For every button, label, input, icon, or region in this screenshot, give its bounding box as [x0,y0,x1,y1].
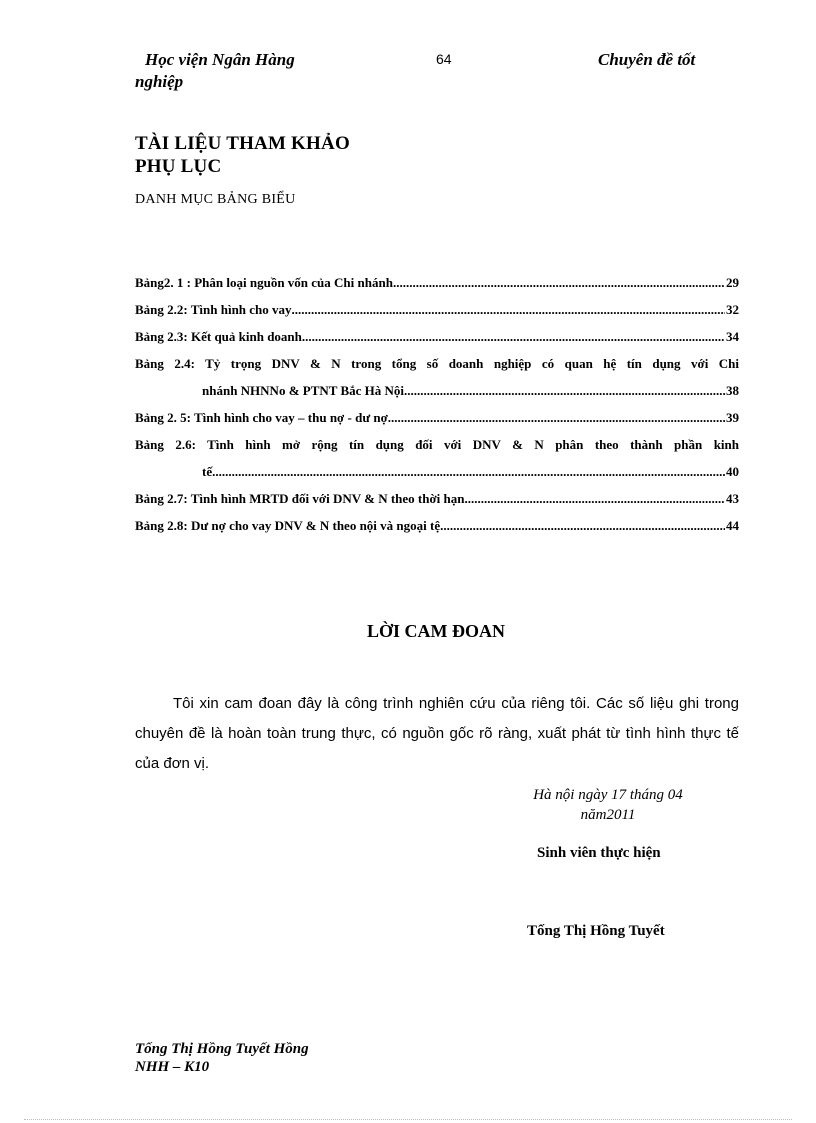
toc-entry-label: Bảng 2.7: Tình hình MRTD đối với DNV & N theo thời hạn. [135,491,468,506]
toc-entry-label: Bảng 2.8: Dư nợ cho vay DNV & N theo nội và ngoại tệ. [135,518,444,533]
toc-entry-label: Bảng2. 1 : Phân loại nguồn vốn của Chi nhánh [135,275,393,290]
toc-entry-page: 44 [726,518,739,533]
page-number: 64 [436,51,452,67]
toc-entry-page: 34 [726,329,739,344]
page-bottom-divider [24,1119,792,1120]
header-report-type: Chuyên đề tốt [598,50,696,69]
toc-entry-label: Bảng 2.3: Kết quả kinh doanh [135,329,302,344]
toc-entry[interactable] [135,512,739,539]
toc-entry[interactable] [135,431,739,485]
toc-entry-page: 40 [726,464,739,479]
signature-date [498,785,718,825]
toc-entry[interactable] [135,485,739,512]
toc-entry-label: Bảng 2.6: Tình hình mở rộng tín dụng đối với DNV & N phân theo thành phần kinh [135,437,739,452]
toc-entry[interactable] [135,296,739,323]
signer-name: Tống Thị Hồng Tuyết [527,923,665,939]
toc-entry[interactable] [135,269,739,296]
signature-date-line2: năm2011 [580,807,636,823]
toc-entry-page: 29 [726,275,739,290]
signature-date-line1: Hà nội ngày 17 tháng 04 [533,787,683,803]
appendix-title: PHỤ LỤC [135,156,222,177]
toc-entry-label: Bảng 2.4: Tỷ trọng DNV & N trong tổng số doanh nghiệp có quan hệ tín dụng với Chi [135,356,739,371]
toc-entry[interactable] [135,350,739,404]
signer-role: Sinh viên thực hiện [537,845,661,861]
toc-entry-label-continued: nhánh NHNNo & PTNT Bắc Hà Nội [202,383,405,398]
footer-class: NHH – K10 [135,1059,210,1075]
declaration-text: Tôi xin cam đoan đây là công trình nghiên cứu của riêng tôi. Các số liệu ghi trong chuyên đề là hoàn toàn trung thực, có nguồn gốc rõ ràng, xuất phát từ tình hình thực tế của đơn vị. [135,695,739,772]
toc-entry-label: Bảng 2.2: Tình hình cho vay [135,302,292,317]
footer-author: Tống Thị Hồng Tuyết Hồng [135,1041,309,1057]
references-title: TÀI LIỆU THAM KHẢO [135,133,350,154]
table-list-title: DANH MỤC BẢNG BIỂU [135,192,296,207]
toc-entry-page: 39 [726,410,739,425]
toc-entry-page: 38 [726,383,739,398]
table-of-contents [135,269,739,539]
toc-entry[interactable] [135,404,739,431]
toc-entry-label-continued: tế [202,464,213,479]
declaration-body [135,689,739,779]
header-institution-continued: nghiệp [135,72,184,91]
toc-entry-page: 32 [726,302,739,317]
declaration-title: LỜI CAM ĐOAN [367,621,505,641]
toc-entry[interactable] [135,323,739,350]
header-institution: Học viện Ngân Hàng [145,50,295,69]
toc-entry-page: 43 [726,491,739,506]
toc-entry-label: Bảng 2. 5: Tình hình cho vay – thu nợ - dư nợ [135,410,388,425]
